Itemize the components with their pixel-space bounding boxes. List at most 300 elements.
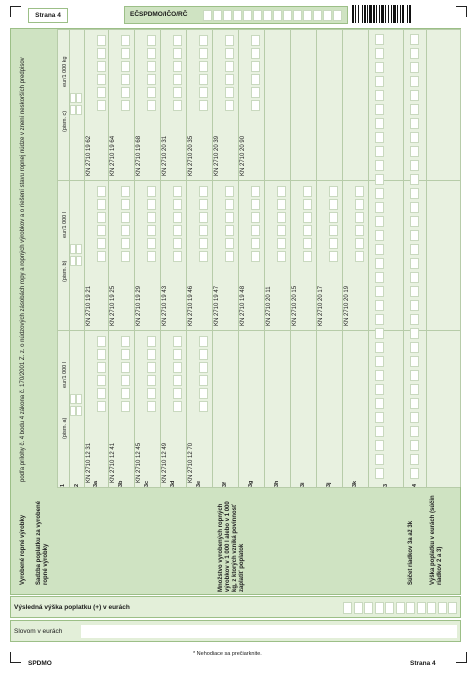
quantity-cell[interactable] [251,61,260,72]
quantity-cell[interactable] [199,186,208,197]
rate-cell[interactable] [76,256,82,266]
total-cell[interactable] [410,426,419,437]
total-cell[interactable] [375,398,384,409]
id-digit-cell[interactable] [323,10,332,21]
result-digit-cell[interactable] [385,602,394,614]
quantity-cell[interactable] [121,362,130,373]
product-code: KN 2710 19 47 [214,285,220,326]
total-cell[interactable] [375,76,384,87]
barcode-bar [379,5,380,23]
column-note: (pism. c) [62,110,68,132]
total-cell[interactable] [410,90,419,101]
quantity-cell[interactable] [147,251,156,262]
quantity-cell[interactable] [121,401,130,412]
row-number: 3h [274,480,280,487]
id-digit-cell[interactable] [243,10,252,21]
id-digit-cell[interactable] [283,10,292,21]
id-digit-cell[interactable] [253,10,262,21]
row-divider [186,29,187,487]
column-divider [57,487,460,488]
total-cell[interactable] [375,48,384,59]
quantity-cell[interactable] [97,100,106,111]
id-label: EČSPDMO/IČO/RČ [130,11,188,18]
quantity-cell[interactable] [173,401,182,412]
total-cell[interactable] [410,440,419,451]
row-divider [108,29,109,487]
quantity-cell[interactable] [97,388,106,399]
quantity-cell[interactable] [355,186,364,197]
total-cell[interactable] [375,370,384,381]
total-cell[interactable] [410,202,419,213]
column-note: (pism. a) [62,417,68,439]
row-divider [403,29,404,487]
quantity-cell[interactable] [121,336,130,347]
quantity-cell[interactable] [97,35,106,46]
quantity-cell[interactable] [121,48,130,59]
quantity-cell[interactable] [199,225,208,236]
total-cell[interactable] [375,328,384,339]
quantity-cell[interactable] [329,199,338,210]
product-code: KN 2710 19 64 [110,135,116,176]
id-digit-cell[interactable] [223,10,232,21]
quantity-cell[interactable] [225,199,234,210]
product-code: KN 2710 19 48 [240,285,246,326]
quantity-cell[interactable] [173,100,182,111]
quantity-cell[interactable] [147,388,156,399]
quantity-cell[interactable] [121,238,130,249]
row-label-3: Súčet riadkov 3a až 3k [408,520,414,585]
quantity-cell[interactable] [277,199,286,210]
quantity-cell[interactable] [329,186,338,197]
quantity-cell[interactable] [251,238,260,249]
row-divider [290,29,291,487]
quantity-cell[interactable] [147,375,156,386]
quantity-cell[interactable] [225,35,234,46]
total-cell[interactable] [375,356,384,367]
total-cell[interactable] [375,314,384,325]
quantity-cell[interactable] [97,199,106,210]
total-cell[interactable] [410,286,419,297]
total-cell[interactable] [410,230,419,241]
quantity-cell[interactable] [147,362,156,373]
total-cell[interactable] [410,314,419,325]
quantity-cell[interactable] [173,61,182,72]
quantity-cell[interactable] [225,100,234,111]
total-cell[interactable] [375,412,384,423]
quantity-cell[interactable] [121,375,130,386]
quantity-cell[interactable] [121,35,130,46]
quantity-cell[interactable] [355,238,364,249]
total-cell[interactable] [375,202,384,213]
quantity-cell[interactable] [199,388,208,399]
quantity-cell[interactable] [251,87,260,98]
id-digit-cell[interactable] [313,10,322,21]
quantity-cell[interactable] [199,61,208,72]
barcode [352,5,456,23]
quantity-cell[interactable] [251,251,260,262]
total-cell[interactable] [410,370,419,381]
row-number: 3a [93,480,99,487]
quantity-cell[interactable] [199,238,208,249]
total-cell[interactable] [375,300,384,311]
row-number: 1 [60,483,66,487]
quantity-cell[interactable] [121,225,130,236]
total-cell[interactable] [375,118,384,129]
barcode-bar [388,5,389,23]
quantity-cell[interactable] [329,225,338,236]
total-cell[interactable] [410,146,419,157]
barcode-bar [364,5,366,23]
quantity-cell[interactable] [199,100,208,111]
quantity-cell[interactable] [225,212,234,223]
product-code: KN 2710 20 15 [292,285,298,326]
quantity-cell[interactable] [225,74,234,85]
quantity-cell[interactable] [225,186,234,197]
quantity-cell[interactable] [121,74,130,85]
total-cell[interactable] [410,244,419,255]
quantity-cell[interactable] [147,225,156,236]
quantity-cell[interactable] [199,375,208,386]
result-digit-cell[interactable] [375,602,384,614]
quantity-cell[interactable] [277,186,286,197]
heading-column [11,29,57,487]
barcode-bar [409,5,411,23]
quantity-cell[interactable] [97,74,106,85]
total-cell[interactable] [410,174,419,185]
quantity-cell[interactable] [97,375,106,386]
total-cell[interactable] [375,244,384,255]
total-cell[interactable] [375,426,384,437]
quantity-cell[interactable] [225,238,234,249]
quantity-cell[interactable] [329,212,338,223]
quantity-cell[interactable] [121,212,130,223]
quantity-cell[interactable] [303,199,312,210]
quantity-cell[interactable] [173,362,182,373]
quantity-cell[interactable] [121,61,130,72]
quantity-cell[interactable] [173,212,182,223]
result-digit-cell[interactable] [343,602,352,614]
total-cell[interactable] [410,48,419,59]
total-cell[interactable] [375,146,384,157]
id-digit-cell[interactable] [263,10,272,21]
total-cell[interactable] [375,230,384,241]
quantity-cell[interactable] [173,186,182,197]
row-number: 3 [382,483,389,487]
column-divider [57,180,460,181]
rate-cell[interactable] [76,406,82,416]
quantity-cell[interactable] [173,87,182,98]
total-cell[interactable] [375,104,384,115]
quantity-cell[interactable] [173,251,182,262]
quantity-cell[interactable] [251,48,260,59]
quantity-cell[interactable] [97,61,106,72]
total-cell[interactable] [375,342,384,353]
row-divider [368,29,369,487]
quantity-cell[interactable] [173,349,182,360]
quantity-cell[interactable] [199,336,208,347]
total-cell[interactable] [375,34,384,45]
quantity-cell[interactable] [251,100,260,111]
quantity-cell[interactable] [277,238,286,249]
quantity-cell[interactable] [199,401,208,412]
row-divider [426,29,427,487]
quantity-cell[interactable] [225,87,234,98]
row-label-3-group: Množstvo vyrobených ropných výrobkov v 1 000 l alebo v 1 000 kg, z ktorých vzniká povinnosť zaplatiť poplatok [218,501,245,592]
barcode-bar [407,5,408,23]
id-digit-cell[interactable] [273,10,282,21]
result-digit-cell[interactable] [364,602,373,614]
product-code: KN 2710 20 90 [240,135,246,176]
quantity-cell[interactable] [97,48,106,59]
quantity-cell[interactable] [147,349,156,360]
quantity-cell[interactable] [147,48,156,59]
quantity-cell[interactable] [147,87,156,98]
quantity-cell[interactable] [97,336,106,347]
total-cell[interactable] [410,160,419,171]
quantity-cell[interactable] [147,100,156,111]
row-divider [238,29,239,487]
product-code: KN 2710 12 49 [162,442,168,483]
total-cell[interactable] [410,412,419,423]
quantity-cell[interactable] [199,212,208,223]
total-cell[interactable] [375,384,384,395]
result-digit-cell[interactable] [396,602,405,614]
total-cell[interactable] [410,118,419,129]
words-row [10,620,461,642]
product-code: KN 2710 19 43 [162,285,168,326]
words-input[interactable] [81,625,457,638]
corner-mark-tl [10,6,21,17]
total-cell[interactable] [410,356,419,367]
quantity-cell[interactable] [97,238,106,249]
quantity-cell[interactable] [355,212,364,223]
id-field[interactable] [124,6,348,24]
quantity-cell[interactable] [199,362,208,373]
total-cell[interactable] [410,398,419,409]
quantity-cell[interactable] [147,74,156,85]
quantity-cell[interactable] [121,251,130,262]
row-number: 3c [144,480,150,487]
barcode-bar [393,5,396,23]
id-digit-cell[interactable] [203,10,212,21]
total-cell[interactable] [410,342,419,353]
quantity-cell[interactable] [173,199,182,210]
quantity-cell[interactable] [355,199,364,210]
quantity-cell[interactable] [97,186,106,197]
quantity-cell[interactable] [97,225,106,236]
product-code: KN 2710 20 31 [162,135,168,176]
product-code: KN 2710 19 46 [188,285,194,326]
id-digit-cell[interactable] [213,10,222,21]
quantity-cell[interactable] [173,388,182,399]
total-cell[interactable] [410,272,419,283]
quantity-cell[interactable] [97,349,106,360]
total-cell[interactable] [410,132,419,143]
quantity-cell[interactable] [97,362,106,373]
barcode-bar [373,5,375,23]
rate-cell[interactable] [76,93,82,103]
quantity-cell[interactable] [173,35,182,46]
quantity-cell[interactable] [147,212,156,223]
total-cell[interactable] [410,104,419,115]
total-cell[interactable] [375,286,384,297]
quantity-cell[interactable] [251,74,260,85]
quantity-cell[interactable] [97,401,106,412]
quantity-cell[interactable] [121,87,130,98]
quantity-cell[interactable] [173,375,182,386]
quantity-cell[interactable] [147,401,156,412]
id-digit-cell[interactable] [293,10,302,21]
row-divider [134,29,135,487]
total-cell[interactable] [375,440,384,451]
quantity-cell[interactable] [329,238,338,249]
column-unit: eur/1 000 kg [62,56,68,87]
barcode-bar [369,5,372,23]
quantity-cell[interactable] [121,100,130,111]
quantity-cell[interactable] [97,87,106,98]
total-cell[interactable] [375,160,384,171]
quantity-cell[interactable] [303,238,312,249]
quantity-cell[interactable] [277,225,286,236]
quantity-cell[interactable] [173,238,182,249]
quantity-cell[interactable] [199,199,208,210]
quantity-cell[interactable] [121,186,130,197]
id-digit-cell[interactable] [333,10,342,21]
total-cell[interactable] [410,76,419,87]
quantity-cell[interactable] [173,48,182,59]
quantity-cell[interactable] [251,212,260,223]
quantity-cell[interactable] [251,186,260,197]
id-digit-cell[interactable] [303,10,312,21]
quantity-cell[interactable] [199,35,208,46]
product-code: KN 2710 19 68 [136,135,142,176]
product-code: KN 2710 12 41 [110,442,116,483]
total-cell[interactable] [375,216,384,227]
quantity-cell[interactable] [147,238,156,249]
total-cell[interactable] [375,188,384,199]
row-number: 3i [300,482,306,487]
row-divider [212,29,213,487]
result-digit-cell[interactable] [427,602,436,614]
row-divider [264,29,265,487]
quantity-cell[interactable] [121,388,130,399]
quantity-cell[interactable] [277,212,286,223]
barcode-bar [362,5,363,23]
column-unit: eur/1 000 l [62,362,68,388]
quantity-cell[interactable] [303,186,312,197]
quantity-cell[interactable] [199,48,208,59]
row-divider [460,29,461,487]
total-cell[interactable] [375,258,384,269]
quantity-cell[interactable] [277,251,286,262]
quantity-cell[interactable] [147,35,156,46]
quantity-cell[interactable] [173,74,182,85]
quantity-cell[interactable] [225,225,234,236]
quantity-cell[interactable] [147,186,156,197]
total-cell[interactable] [375,132,384,143]
rate-cell[interactable] [76,244,82,254]
quantity-cell[interactable] [199,74,208,85]
row-label-4: Výška poplatku v eurách (súčin riadkov 2 a 3) [430,495,443,585]
total-cell[interactable] [375,174,384,185]
footer-left: SPDMO [28,660,52,667]
quantity-cell[interactable] [251,225,260,236]
rate-cell[interactable] [76,394,82,404]
product-code: KN 2710 12 70 [188,442,194,483]
quantity-cell[interactable] [199,251,208,262]
quantity-cell[interactable] [355,225,364,236]
row-number: 3d [170,480,176,487]
result-digit-cell[interactable] [438,602,447,614]
result-digit-cell[interactable] [417,602,426,614]
id-digit-cell[interactable] [233,10,242,21]
total-cell[interactable] [410,188,419,199]
total-cell[interactable] [375,272,384,283]
quantity-cell[interactable] [303,212,312,223]
barcode-bar [376,5,377,23]
quantity-cell[interactable] [303,251,312,262]
quantity-cell[interactable] [173,225,182,236]
result-digit-cell[interactable] [448,602,457,614]
quantity-cell[interactable] [147,199,156,210]
product-code: KN 2710 20 17 [318,285,324,326]
total-cell[interactable] [410,468,419,479]
quantity-cell[interactable] [355,251,364,262]
result-digit-cell[interactable] [354,602,363,614]
quantity-cell[interactable] [173,336,182,347]
quantity-cell[interactable] [97,212,106,223]
words-label: Slovom v eurách [14,628,63,635]
column-divider [57,29,460,30]
total-cell[interactable] [410,216,419,227]
total-cell[interactable] [375,454,384,465]
row-divider [316,29,317,487]
quantity-cell[interactable] [199,349,208,360]
page-label: Strana 4 [35,12,61,19]
column-unit: eur/1 000 l [62,212,68,238]
total-cell[interactable] [410,328,419,339]
row-number: 4 [411,483,418,487]
row-number: 3j [326,482,332,487]
total-cell[interactable] [375,468,384,479]
quantity-cell[interactable] [199,87,208,98]
quantity-cell[interactable] [303,225,312,236]
total-cell[interactable] [375,62,384,73]
total-cell[interactable] [410,258,419,269]
quantity-cell[interactable] [251,35,260,46]
total-cell[interactable] [410,454,419,465]
total-cell[interactable] [410,62,419,73]
quantity-cell[interactable] [225,251,234,262]
quantity-cell[interactable] [251,199,260,210]
quantity-cell[interactable] [147,61,156,72]
total-cell[interactable] [410,384,419,395]
quantity-cell[interactable] [225,61,234,72]
quantity-cell[interactable] [121,199,130,210]
quantity-cell[interactable] [225,48,234,59]
result-digit-cell[interactable] [406,602,415,614]
total-cell[interactable] [410,300,419,311]
row-number: 2 [73,483,80,487]
quantity-cell[interactable] [97,251,106,262]
product-code: KN 2710 19 21 [86,285,92,326]
quantity-cell[interactable] [329,251,338,262]
quantity-cell[interactable] [121,349,130,360]
total-cell[interactable] [410,34,419,45]
total-cell[interactable] [375,90,384,101]
rate-cell[interactable] [76,105,82,115]
quantity-cell[interactable] [147,336,156,347]
